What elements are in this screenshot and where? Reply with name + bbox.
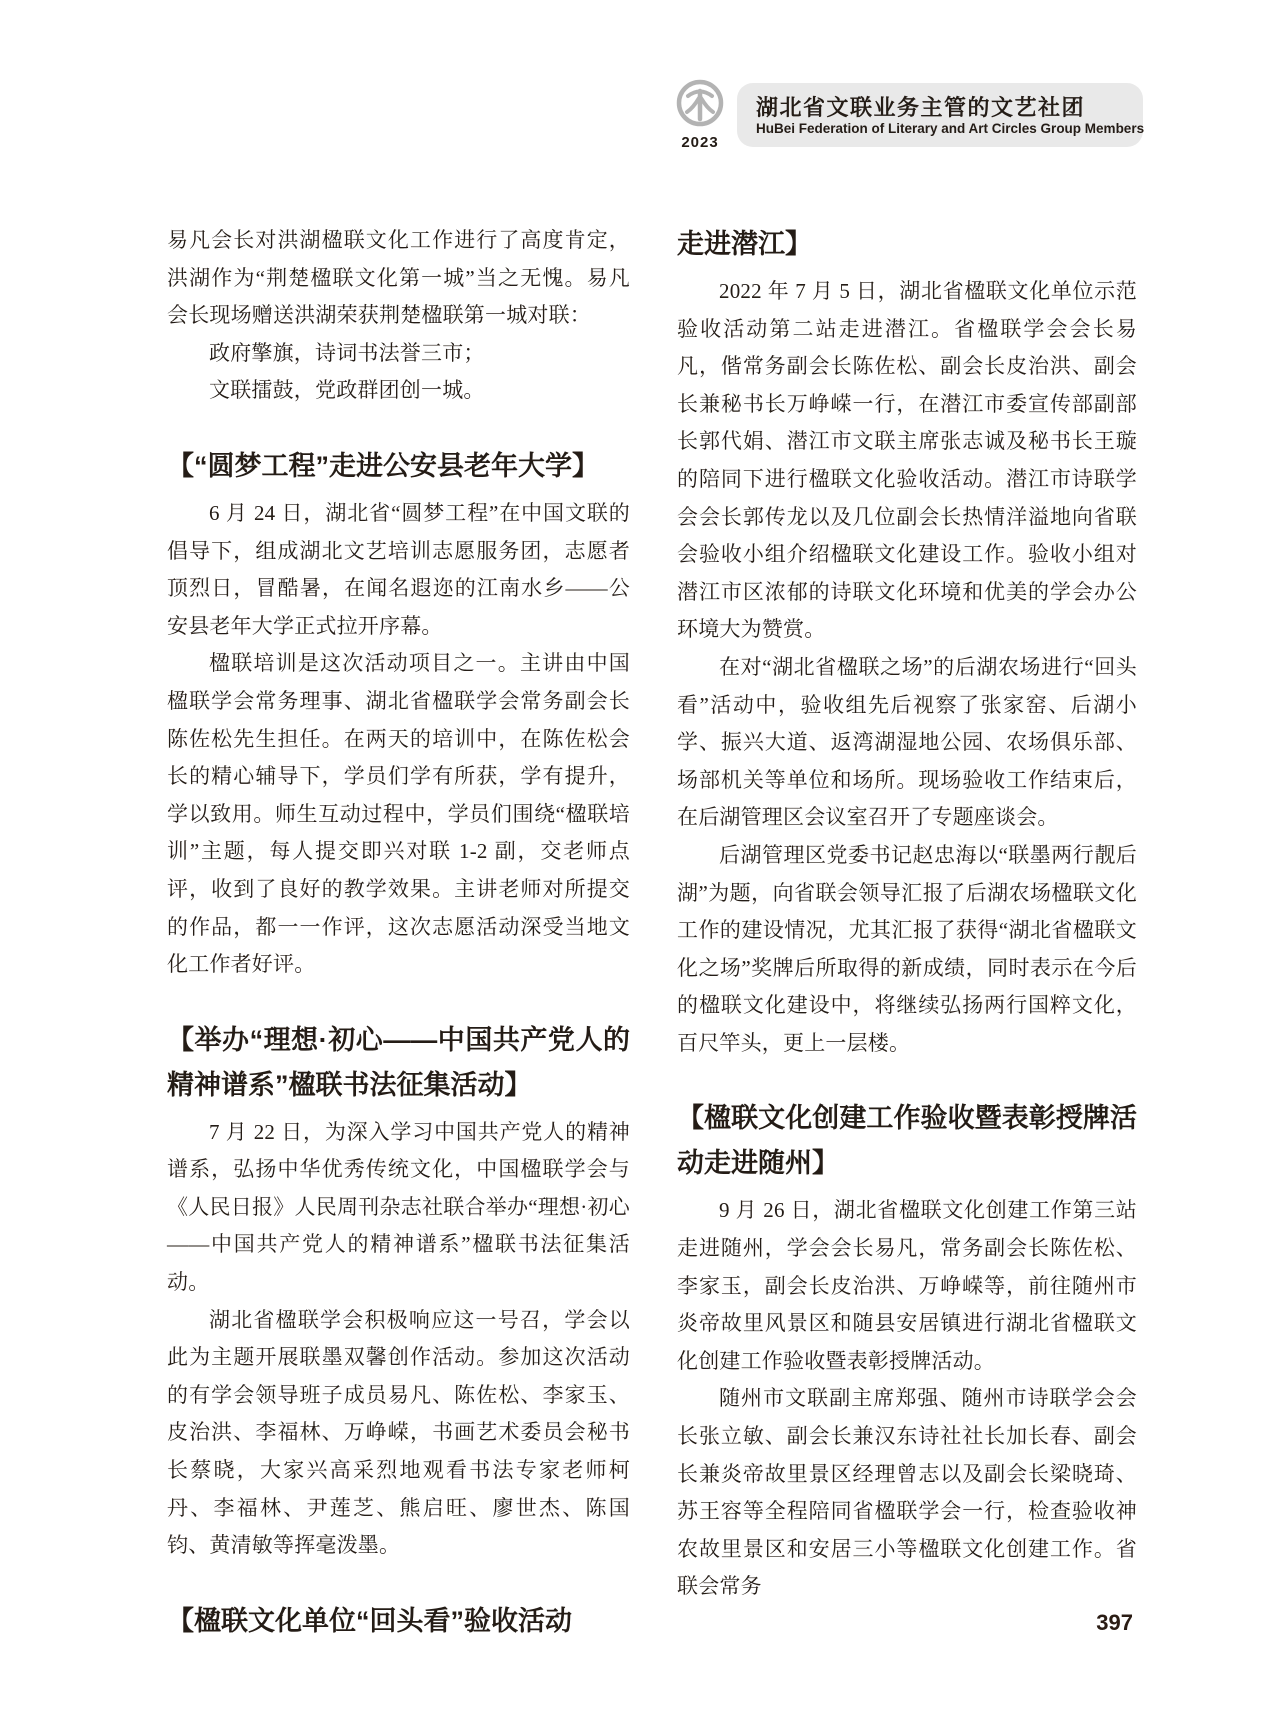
paragraph: 在对“湖北省楹联之场”的后湖农场进行“回头看”活动中，验收组先后视察了张家窑、后湖小学、振兴大道、返湾湖湿地公园、农场俱乐部、场部机关等单位和场所。现场验收工作结束后，在后湖管理区会议室召开了专题座谈会。 xyxy=(677,654,1137,830)
section-heading: 走进潜江】 xyxy=(677,229,812,259)
paragraph: 2022 年 7 月 5 日，湖北省楹联文化单位示范验收活动第二站走进潜江。省楹联学会会长易凡，偕常务副会长陈佐松、副会长皮治洪、副会长兼秘书长万峥嵘一行，在潜江市委宣传部副部长郭代娟、潜江市文联主席张志诚及秘书长王璇的陪同下进行楹联文化验收活动。潜江市诗联学会会长郭传龙以及几位副会长热情洋溢地向省联会验收小组介绍楹联文化建设工作。验收小组对潜江市区浓郁的诗联文化环境和优美的学会办公环境大为赞赏。 xyxy=(677,279,1137,642)
header-title-en: HuBei Federation of Literary and Art Circles Group Members xyxy=(756,121,1145,136)
paragraph: 文联擂鼓，党政群团创一城。 xyxy=(209,378,485,403)
header-title-zh: 湖北省文联业务主管的文艺社团 xyxy=(756,95,1086,120)
paragraph: 楹联培训是这次活动项目之一。主讲由中国楹联学会常务理事、湖北省楹联学会常务副会长陈佐松先生担任。在两天的培训中，在陈佐松会长的精心辅导下，学员们学有所获，学有提升，学以致用。师生互动过程中，学员们围绕“楹联培训”主题，每人提交即兴对联 1-2 副，交老师点评，收到了良好的教学效果。主讲老师对所提交的作品，都一一作评，这次志愿活动深受当地文化工作者好评。 xyxy=(167,651,630,977)
federation-emblem-icon xyxy=(675,78,725,128)
paragraph: 后湖管理区党委书记赵忠海以“联墨两行靓后湖”为题，向省联会领导汇报了后湖农场楹联文化工作的建设情况，尤其汇报了获得“湖北省楹联文化之场”奖牌后所取得的新成绩，同时表示在今后的楹联文化建设中，将继续弘扬两行国粹文化，百尺竿头，更上一层楼。 xyxy=(677,842,1137,1055)
paragraph: 易凡会长对洪湖楹联文化工作进行了高度肯定，洪湖作为“荆楚楹联文化第一城”当之无愧。易凡会长现场赠送洪湖荣获荆楚楹联第一城对联： xyxy=(167,228,630,328)
section-heading: 【楹联文化单位“回头看”验收活动 xyxy=(167,1605,572,1636)
federation-logo xyxy=(672,78,728,151)
left-column xyxy=(167,222,630,1650)
section-heading: 【“圆梦工程”走进公安县老年大学】 xyxy=(167,450,599,481)
page-number: 397 xyxy=(1096,1610,1133,1635)
paragraph: 7 月 22 日，为深入学习中国共产党人的精神谱系，弘扬中华优秀传统文化，中国楹联学会与《人民日报》人民周刊杂志社联合举办“理想·初心——中国共产党人的精神谱系”楹联书法征集活动。 xyxy=(167,1119,630,1295)
paragraph: 随州市文联副主席郑强、随州市诗联学会会长张立敏、副会长兼汉东诗社社长加长春、副会长兼炎帝故里景区经理曾志以及副会长梁晓琦、苏王容等全程陪同省楹联学会一行，检查验收神农故里景区和安居三小等楹联文化创建工作。省联会常务 xyxy=(677,1386,1137,1599)
section-heading: 【举办“理想·初心——中国共产党人的精神谱系”楹联书法征集活动】 xyxy=(167,1024,630,1100)
section-heading: 【楹联文化创建工作验收暨表彰授牌活动走进随州】 xyxy=(677,1103,1137,1179)
paragraph: 6 月 24 日，湖北省“圆梦工程”在中国文联的倡导下，组成湖北文艺培训志愿服务团，志愿者顶烈日，冒酷暑，在闻名遐迩的江南水乡——公安县老年大学正式拉开序幕。 xyxy=(167,500,630,638)
right-column xyxy=(677,222,1137,1606)
header-badge xyxy=(737,83,1143,147)
paragraph: 湖北省楹联学会积极响应这一号召，学会以此为主题开展联墨双馨创作活动。参加这次活动的有学会领导班子成员易凡、陈佐松、李家玉、皮治洪、李福林、万峥嵘，书画艺术委员会秘书长蔡晓，大家兴高采烈地观看书法专家老师柯丹、李福林、尹莲芝、熊启旺、廖世杰、陈国钧、黄清敏等挥毫泼墨。 xyxy=(167,1307,630,1558)
logo-year: 2023 xyxy=(681,134,719,151)
paragraph: 政府擎旗，诗词书法誉三市； xyxy=(209,340,485,365)
paragraph: 9 月 26 日，湖北省楹联文化创建工作第三站走进随州，学会会长易凡，常务副会长陈佐松、李家玉，副会长皮治洪、万峥嵘等，前往随州市炎帝故里风景区和随县安居镇进行湖北省楹联文化创建工作验收暨表彰授牌活动。 xyxy=(677,1198,1137,1373)
